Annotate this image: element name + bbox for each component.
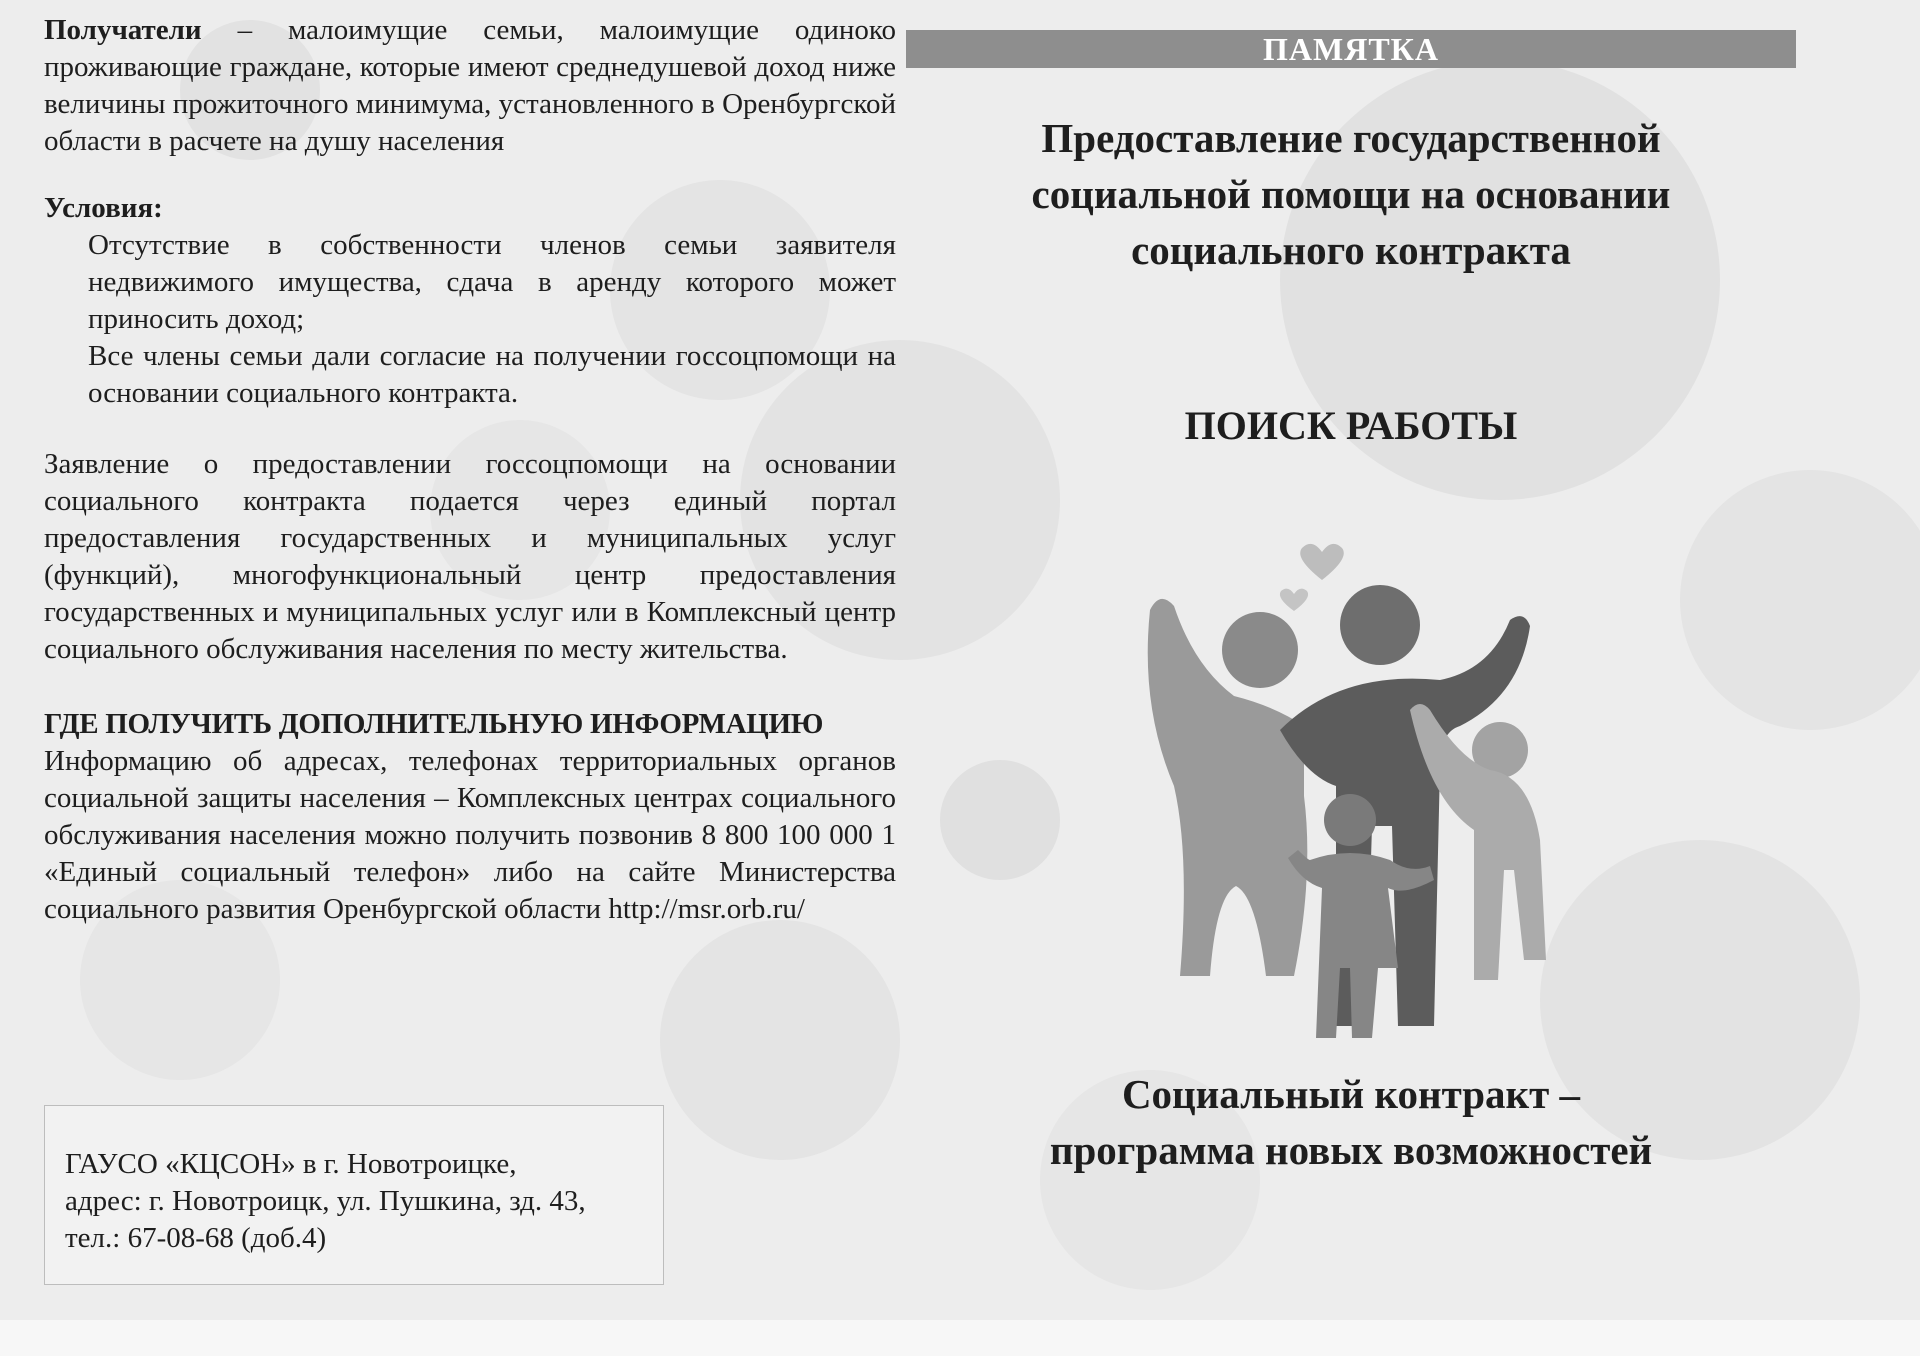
- address-organization: ГАУСО «КЦСОН» в г. Новотроицке,: [65, 1148, 517, 1180]
- main-title: [906, 110, 1796, 278]
- recipients-paragraph: [44, 12, 896, 160]
- bottom-title-line: Социальный контракт –: [1121, 1071, 1581, 1117]
- address-phone: тел.: 67-08-68 (доб.4): [65, 1222, 327, 1254]
- info-title: ГДЕ ПОЛУЧИТЬ ДОПОЛНИТЕЛЬНУЮ ИНФОРМАЦИЮ: [44, 708, 824, 740]
- application-paragraph: Заявление о предоставлении госсоцпомощи на основании социального контракта подается через единый портал предоставления государственных и муниципальных услуг (функций), многофункциональный центр предоставления государственных и муниципальных услуг или в Комплексный центр социального обслуживания населения по месту жительства.: [44, 448, 896, 665]
- bottom-title: [906, 1066, 1796, 1178]
- condition-item: Все члены семьи дали согласие на получении госсоцпомощи на основании социального контракта.: [88, 340, 896, 409]
- memo-banner: ПАМЯТКА: [906, 30, 1796, 68]
- job-search-title: ПОИСК РАБОТЫ: [1184, 403, 1518, 448]
- recipients-text: – малоимущие семьи, малоимущие одиноко проживающие граждане, которые имеют среднедушевой доход ниже величины прожиточного минимума, установленного в Оренбургской области в расчете на душу населения: [44, 14, 896, 157]
- conditions-title: Условия:: [44, 192, 163, 224]
- main-title-line: Предоставление государственной: [1041, 115, 1661, 161]
- address-box: [44, 1105, 664, 1285]
- bottom-title-line: программа новых возможностей: [1049, 1127, 1653, 1173]
- left-panel: [44, 12, 896, 928]
- adult-head: [1340, 585, 1420, 665]
- recipients-label: Получатели: [44, 14, 202, 46]
- address-street: адрес: г. Новотроицк, ул. Пушкина, зд. 43,: [65, 1185, 586, 1217]
- condition-item: Отсутствие в собственности членов семьи заявителя недвижимого имущества, сдача в аренду которого может приносить доход;: [88, 229, 896, 335]
- family-illustration: [1110, 530, 1610, 1050]
- info-paragraph: Информацию об адресах, телефонах территориальных органов социальной защиты населения – Комплексных центрах социального обслуживания населения можно получить позвонив 8 800 100 000 1 «Единый социальный телефон» либо на сайте Министерства социального развития Оренбургской области http://msr.orb.ru/: [44, 745, 896, 925]
- conditions-list: [44, 227, 896, 412]
- child-head: [1324, 794, 1376, 846]
- main-title-line: социальной помощи на основании: [1031, 171, 1671, 217]
- adult-head: [1222, 612, 1298, 688]
- heart-icon: [1300, 544, 1344, 580]
- main-title-line: социального контракта: [1131, 227, 1571, 273]
- heart-icon: [1280, 589, 1308, 611]
